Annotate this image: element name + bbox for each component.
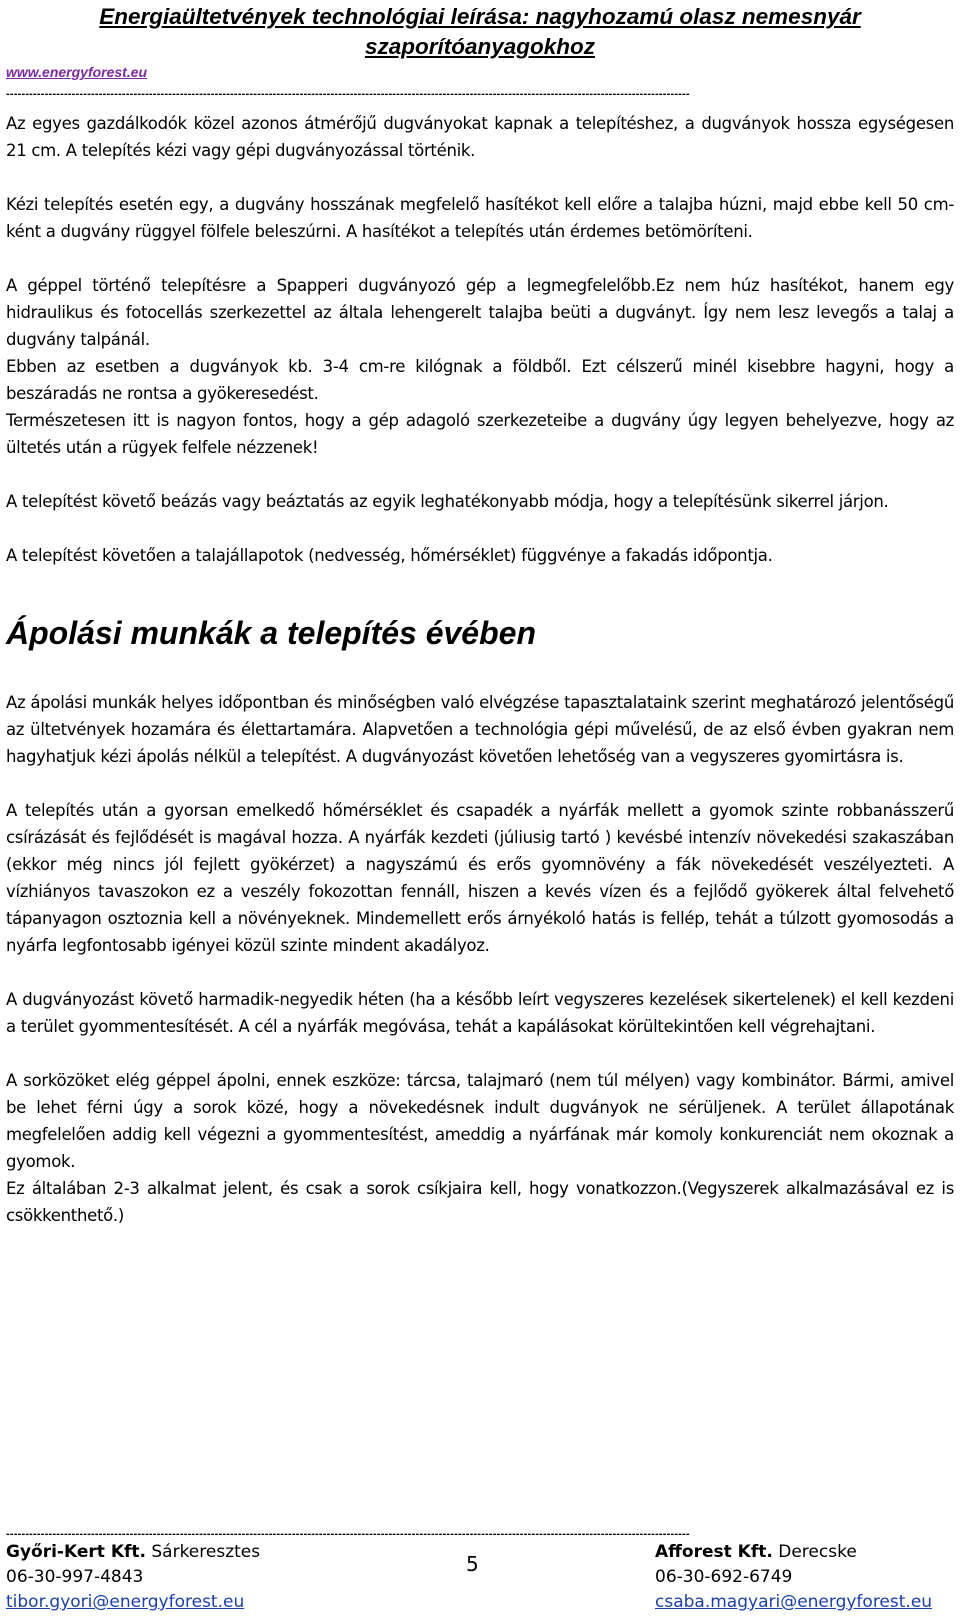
paragraph-row-care: A sorközöket elég géppel ápolni, ennek eszköze: tárcsa, talajmaró (nem túl mélyen) vagy kombinátor. Bármi, amivel be lehet férni úgy a sorok közé, hogy a növekedésnek indult dugványok ne sérüljenek. A terület állapotának megfelelően addig kell végezni a gyommentesítést, ameddig a nyárfának már komoly konkurenciát nem okoznak a gyomok. — [6, 1071, 954, 1171]
paragraph-weeds: A telepítés után a gyorsan emelkedő hőmérséklet és csapadék a nyárfák mellett a gyomok szinte robbanásszerű csírázását és fejlődését is magával hozza. A nyárfák kezdeti (júliusig tartó ) kevésbé intenzív növekedési szakaszában (ekkor még nincs jól fejlett gyökérzet) a nagyszámú és erős gyomnövény a fák növekedését veszélyezteti. A vízhiányos tavaszokon ez a veszély fokozottan fennáll, hiszen a kevés vízen és a fejlődő gyökerek által felvehető tápanyagon osztoznia kell a növényeknek. Mindemellett erős árnyékoló hatás is fellép, tehát a túlzott gyomosodás a nyárfa legfontosabb igényei közül szinte mindent akadályoz. — [6, 801, 954, 955]
document-title: Energiaültetvények technológiai leírása: nagyhozamú olasz nemesnyár szaporítóanyagokhoz — [99, 4, 861, 59]
paragraph-cutting-height: Ebben az esetben a dugványok kb. 3-4 cm-re kilógnak a földből. Ezt célszerű minél kisebbre hagyni, hogy a beszáradás ne rontsa a gyökeresedést. — [6, 357, 954, 403]
footer-left-email-link[interactable]: tibor.gyori@energyforest.eu — [6, 1592, 245, 1612]
paragraph-care-intro: Az ápolási munkák helyes időpontban és minőségben való elvégzése tapasztalataink szerint meghatározó jelentőségű az ültetvények hozamára és élettartamára. Alapvetően a technológia gépi művelésű, de az első évben gyakran nem hagyhatjuk kézi ápolás nélkül a telepítést. A dugványozást követően lehetőség van a vegyszeres gyomirtásra is. — [6, 693, 954, 766]
footer-right-email-link[interactable]: csaba.magyari@energyforest.eu — [655, 1592, 933, 1612]
footer-left-company: Győri-Kert Kft. — [6, 1542, 146, 1562]
footer-right-contact — [655, 1540, 932, 1615]
paragraph-occasions: Ez általában 2-3 alkalmat jelent, és csak a sorok csíkjaira kell, hogy vonatkozzon.(Vegyszerek alkalmazásával ez is csökkenthető.) — [6, 1179, 954, 1225]
paragraph-budding-time: A telepítést követően a talajállapotok (nedvesség, hőmérséklet) függvénye a fakadás időpontja. — [6, 546, 773, 565]
footer-left-contact — [6, 1540, 260, 1615]
footer-left-location: Sárkeresztes — [151, 1542, 261, 1562]
page-number: 5 — [466, 1552, 479, 1576]
footer-right-company: Afforest Kft. — [655, 1542, 773, 1562]
document-body — [6, 110, 954, 1229]
footer-divider: --------------------------------------------------------------------------------------------------------------------------------------------------------------------------------- — [6, 1528, 690, 1540]
paragraph-manual-planting: Kézi telepítés esetén egy, a dugvány hosszának megfelelő hasítékot kell előre a talajba húzni, majd ebbe kell 50 cm-ként a dugvány rüggyel fölfele beleszúrni. A hasítékot a telepítés után érdemes betömöríteni. — [6, 195, 954, 241]
paragraph-bud-orientation: Természetesen itt is nagyon fontos, hogy a gép adagoló szerkezeteibe a dugvány úgy legyen behelyezve, hogy az ültetés után a rügyek felfele nézzenek! — [6, 411, 954, 457]
paragraph-machine-planting: A géppel történő telepítésre a Spapperi dugványozó gép a legmegfelelőbb.Ez nem húz hasítékot, hanem egy hidraulikus és fotocellás szerkezettel az általa lehengerelt talajba beüti a dugványt. Így nem lesz levegős a talaj a dugvány talpánál. — [6, 276, 954, 349]
footer-right-location: Derecske — [778, 1542, 857, 1562]
paragraph-watering: A telepítést követő beázás vagy beáztatás az egyik leghatékonyabb módja, hogy a telepítésünk sikerrel járjon. — [6, 492, 889, 511]
header-divider: --------------------------------------------------------------------------------------------------------------------------------------------------------------------------------- — [6, 88, 690, 100]
footer-right-phone: 06-30-692-6749 — [655, 1567, 793, 1587]
paragraph-weed-control: A dugványozást követő harmadik-negyedik héten (ha a később leírt vegyszeres kezelések sikertelenek) el kell kezdeni a terület gyommentesítését. A cél a nyárfák megóvása, tehát a kapálásokat körültekintően kell végrehajtani. — [6, 990, 954, 1036]
footer-left-phone: 06-30-997-4843 — [6, 1567, 144, 1587]
website-link[interactable]: www.energyforest.eu — [6, 64, 148, 80]
paragraph-cuttings: Az egyes gazdálkodók közel azonos átmérőjű dugványokat kapnak a telepítéshez, a dugványok hossza egységesen 21 cm. A telepítés kézi vagy gépi dugványozással történik. — [6, 114, 954, 160]
section-heading: Ápolási munkák a telepítés évében — [6, 615, 536, 651]
